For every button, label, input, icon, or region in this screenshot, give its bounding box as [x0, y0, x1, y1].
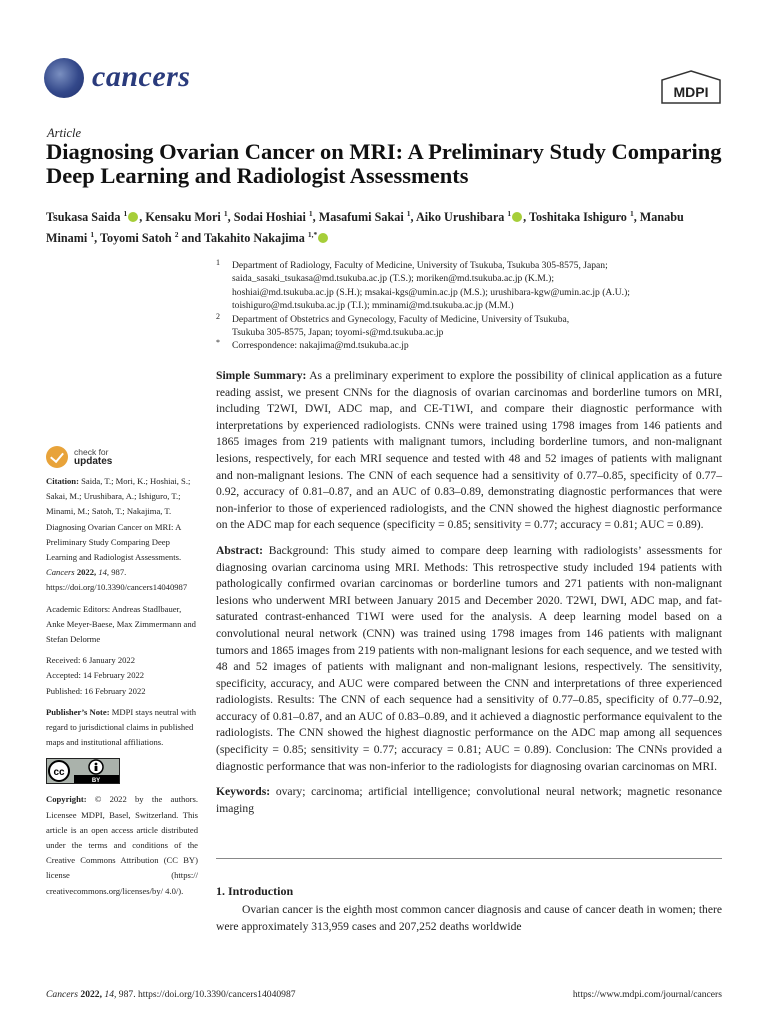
footer-citation: Cancers 2022, 14, 987. https://doi.org/10.3390/cancers14040987: [46, 989, 296, 1000]
author-name: Sodai Hoshiai $^1$: [233, 209, 313, 225]
sidebar: [46, 474, 198, 905]
publisher-note: Publisher’s Note: MDPI stays neutral with regard to jurisdictional claims in published maps and institutional affiliations.: [46, 706, 196, 748]
affiliations: [216, 259, 726, 353]
check-line2: updates: [74, 456, 113, 467]
author-list: Tsukasa Saida $^1$ , Kensaku Mori $^1$, Sodai Hoshiai $^1$, Masafumi Sakai $^1$, Aiko Urushibara $^1$ , Toshitaka Ishiguro $^1$, Manabu Minami $^1$, Toyomi Satoh $^2$ and Takahito Nakajima $^{1,*}$: [46, 209, 684, 246]
simple-summary: Simple Summary: As a preliminary experiment to explore the possibility of clinical application as a future reading assist, we present CNNs for the diagnosis of ovarian carcinomas and borderline tumors on MRI, including T2WI, DWI, ADC map, and CE-T1WI, and compare their diagnostic performance with interpretations by experienced radiologists. CNNs were trained using 1798 images from 146 patients and 1865 images from 219 patients with malignant tumors, including borderline tumors, and non-malignant lesions, respectively, for each MRI sequence and tested with 48 and 52 images of patients with malignant and non-malignant lesions. The CNN of each sequence had a sensitivity of 0.77–0.85, specificity of 0.77–0.92, accuracy of 0.81–0.87, and an AUC of 0.83–0.89, demonstrating diagnostic performances that were non-inferior to those of experienced radiologists, and the CNN showed the highest diagnostic performance on the ADC map for each sequence (specificity = 0.85; sensitivity = 0.77; accuracy = 0.81; AUC = 0.89).: [216, 369, 723, 532]
check-line1: check for: [74, 447, 109, 457]
published-date: Published: 16 February 2022: [46, 685, 146, 696]
affiliation: 2 Department of Obstetrics and Gynecology, Faculty of Medicine, University of Tsukuba, Tsukuba 305-8575, Japan; toyomi-s@md.tsukuba.ac.jp: [216, 311, 570, 339]
affiliation: 1 Department of Radiology, Faculty of Medicine, University of Tsukuba, Tsukuba 305-8575, Japan; saida_sasaki_tsukasa@md.tsukuba.ac.jp (T.S.); moriken@md.tsukuba.ac.jp (K.M.); hoshiai@md.tsukuba.ac.jp (S.H.); msakai-kgs@umin.ac.jp (M.S.); urushibara-kgw@umin.ac.jp (A.U.); toishiguro@md.tsukuba.ac.jp (T.I.); mminami@md.tsukuba.ac.jp (M.M.): [216, 258, 630, 312]
dates: [46, 653, 198, 699]
publisher-name: MDPI: [673, 84, 709, 100]
journal-logo: [44, 58, 84, 98]
article-title: Diagnosing Ovarian Cancer on MRI: A Preliminary Study Comparing Deep Learning and Radiologist Assessments: [46, 139, 722, 188]
author-name: Tsukasa Saida $^1$: [46, 210, 139, 224]
orcid-icon[interactable]: [512, 212, 522, 222]
author-name: Toyomi Satoh $^2$: [99, 230, 179, 246]
section-heading: 1. Introduction: [216, 884, 294, 898]
orcid-icon[interactable]: [128, 212, 138, 222]
footer-journal-link[interactable]: https://www.mdpi.com/journal/cancers: [572, 989, 722, 1000]
cc-by-license-icon[interactable]: [46, 758, 120, 784]
author-name: Kensaku Mori $^1$: [145, 209, 228, 225]
journal-name: cancers: [92, 60, 191, 93]
article-type: Article: [47, 126, 82, 140]
check-for-updates-button[interactable]: [46, 446, 112, 468]
affiliation: * Correspondence: nakajima@md.tsukuba.ac.jp: [216, 338, 409, 352]
author-name: Toshitaka Ishiguro $^1$: [529, 209, 634, 225]
author-name: Masafumi Sakai $^1$: [318, 209, 411, 225]
citation-doi-link[interactable]: https://doi.org/10.3390/cancers14040987: [46, 582, 188, 593]
citation: Citation: Saida, T.; Mori, K.; Hoshiai, S.; Sakai, M.; Urushibara, A.; Ishiguro, T.; Minami, M.; Satoh, T.; Nakajima, T. Diagnosing Ovarian Cancer on MRI: A Preliminary Study Comparing Deep Learning and Radiologist Assessments. Cancers 2022, 14, 987. https://doi.org/10.3390/cancers14040987: [46, 476, 191, 593]
academic-editors: Academic Editors: Andreas Stadlbauer, Anke Meyer-Baese, Max Zimmermann and Stefan Delorme: [46, 603, 196, 645]
svg-text:cc: cc: [53, 767, 65, 779]
svg-text:BY: BY: [91, 778, 101, 785]
received-date: Received: 6 January 2022: [46, 655, 136, 666]
orcid-icon[interactable]: [318, 233, 328, 243]
abstract: Abstract: Background: This study aimed to compare deep learning with radiologists’ assessments for diagnosing ovarian carcinoma using MRI. Methods: This retrospective study included 194 patients with pathologically confirmed ovarian carcinomas or borderline tumors and 271 patients with non-malignant lesions who underwent MRI between January 2015 and December 2020. T2WI, DWI, ADC map, and fat-saturated contrast-enhanced T1WI were used for the analysis. A deep learning model based on a convolutional neural network (CNN) was trained using 1798 images from 146 patients with malignant tumors and 1865 images from 219 patients with non-malignant lesions for each sequence, and we tested with 48 and 52 images of patients with malignant and non-malignant lesions, respectively. The sensitivity, specificity, accuracy, and AUC were compared between the CNN and interpretations of three experienced radiologists. Results: The CNN of each sequence had a sensitivity of 0.77–0.85, specificity of 0.77–0.92, accuracy of 0.81–0.87, and an AUC of 0.83–0.89, and it achieved a diagnostic performance equivalent to the radiologists. The CNN showed the highest diagnostic performance on the ADC map among all sequences (specificity = 0.85; sensitivity = 0.77; accuracy = 0.81; AUC = 0.89). Conclusion: The CNNs provided a diagnostic performance that was non-inferior to the radiologists for diagnosing ovarian carcinomas on MRI.: [216, 543, 722, 773]
main-content: [216, 368, 722, 826]
section-divider: [216, 858, 722, 859]
author-name: Manabu Minami $^1$: [46, 210, 684, 246]
copyright: Copyright: © 2022 by the authors. Licensee MDPI, Basel, Switzerland. This article is an open access article distributed under the terms and conditions of the Creative Commons Attribution (CC BY) license (https:// creativecommons.org/licenses/by/ 4.0/).: [46, 794, 198, 896]
check-icon: [46, 446, 68, 468]
author-name: Takahito Nakajima $^{1,*}$: [204, 231, 329, 245]
author-name: Aiko Urushibara $^1$: [416, 210, 523, 224]
accepted-date: Accepted: 14 February 2022: [46, 670, 145, 681]
mdpi-logo: [660, 70, 722, 104]
keywords: Keywords: ovary; carcinoma; artificial intelligence; convolutional neural network; magnetic resonance imaging: [216, 785, 722, 815]
intro-paragraph: Ovarian cancer is the eighth most common cancer diagnosis and cause of cancer death in women; there were approximately 313,959 cases and 207,252 deaths worldwide: [216, 903, 722, 933]
